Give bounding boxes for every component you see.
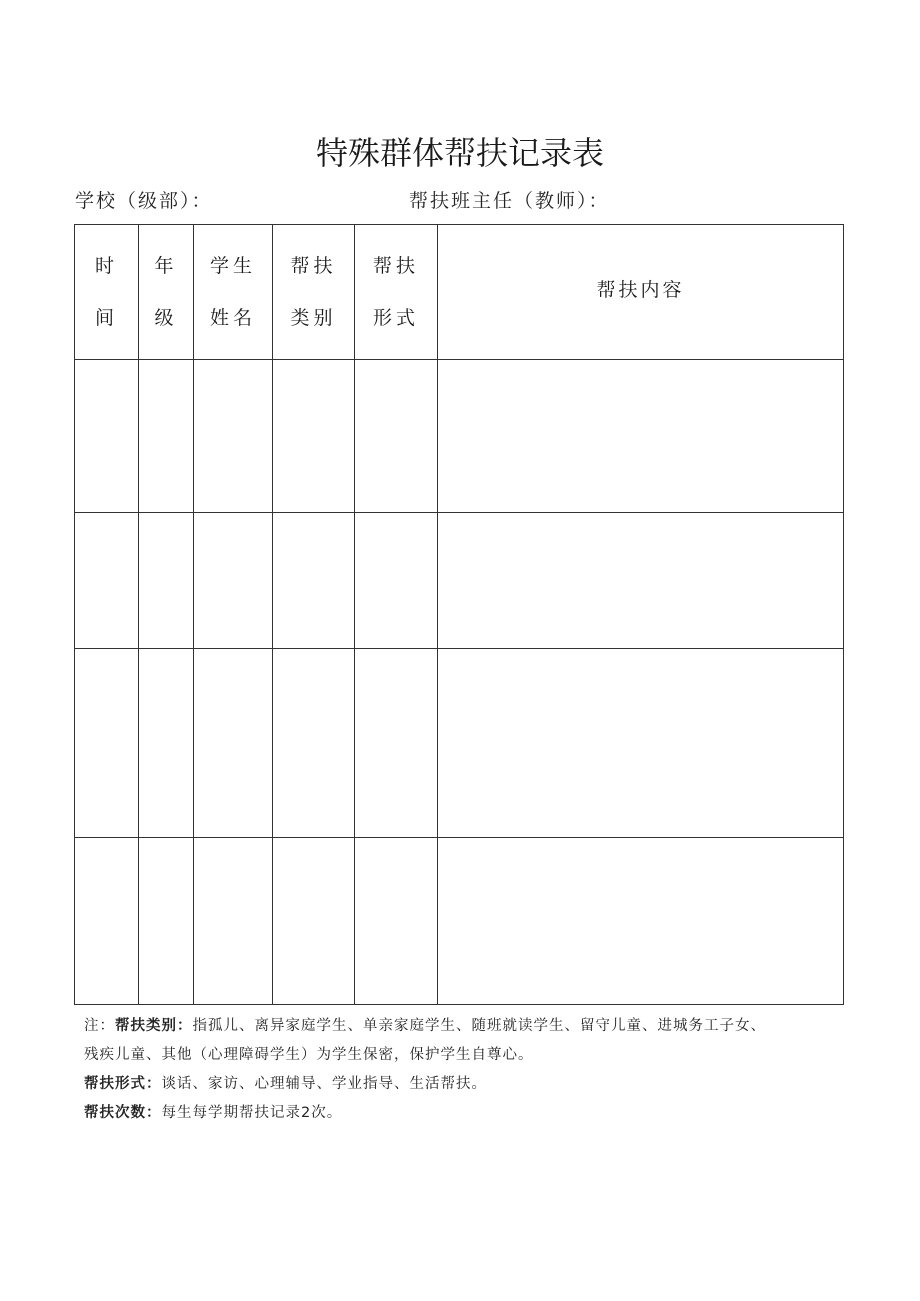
table-cell[interactable] (139, 649, 194, 838)
header-assistance-form: 帮扶 形式 (355, 225, 438, 360)
table-cell[interactable] (355, 838, 438, 1005)
table-cell[interactable] (194, 360, 273, 513)
table-cell[interactable] (139, 838, 194, 1005)
table-cell[interactable] (355, 360, 438, 513)
table-cell[interactable] (75, 360, 139, 513)
table-cell[interactable] (355, 513, 438, 649)
notes-section (84, 1012, 854, 1128)
table-cell[interactable] (273, 513, 355, 649)
record-table (74, 224, 844, 1005)
table-cell[interactable] (139, 360, 194, 513)
note-form-label: 帮扶形式： (84, 1076, 162, 1092)
note-form-text: 谈话、家访、心理辅导、学业指导、生活帮扶。 (161, 1076, 487, 1092)
table-row (75, 513, 844, 649)
table-cell[interactable] (75, 649, 139, 838)
table-cell[interactable] (273, 838, 355, 1005)
note-count-text: 每生每学期帮扶记录2次。 (161, 1105, 343, 1121)
table-cell[interactable] (438, 649, 844, 838)
note-count (84, 1099, 854, 1128)
table-cell[interactable] (139, 513, 194, 649)
table-cell[interactable] (438, 513, 844, 649)
header-grade: 年 级 (139, 225, 194, 360)
table-cell[interactable] (75, 838, 139, 1005)
table-header-row (75, 225, 844, 360)
table-cell[interactable] (273, 360, 355, 513)
header-student-name: 学生 姓名 (194, 225, 273, 360)
note-category-continued (84, 1041, 854, 1070)
table-cell[interactable] (438, 360, 844, 513)
header-time: 时 间 (75, 225, 139, 360)
school-label: 学校（级部）： (75, 190, 213, 212)
table-cell[interactable] (194, 838, 273, 1005)
table-row (75, 838, 844, 1005)
table-cell[interactable] (438, 838, 844, 1005)
note-category-label: 帮扶类别： (115, 1018, 193, 1034)
header-assistance-content: 帮扶内容 (438, 225, 844, 360)
page-title: 特殊群体帮扶记录表 (315, 134, 604, 172)
note-count-label: 帮扶次数： (84, 1105, 162, 1121)
table-row (75, 649, 844, 838)
note-prefix: 注： (84, 1018, 115, 1034)
note-form (84, 1070, 854, 1099)
table-cell[interactable] (355, 649, 438, 838)
table-cell[interactable] (75, 513, 139, 649)
note-category-text: 指孤儿、离异家庭学生、单亲家庭学生、随班就读学生、留守儿童、进城务工子女、 (192, 1018, 766, 1034)
note-category (84, 1012, 854, 1041)
note-category-text-2: 残疾儿童、其他（心理障碍学生）为学生保密，保护学生自尊心。 (84, 1047, 534, 1063)
table-cell[interactable] (194, 513, 273, 649)
header-assistance-category: 帮扶 类别 (273, 225, 355, 360)
table-cell[interactable] (194, 649, 273, 838)
teacher-label: 帮扶班主任（教师）： (409, 190, 610, 212)
table-row (75, 360, 844, 513)
table-cell[interactable] (273, 649, 355, 838)
